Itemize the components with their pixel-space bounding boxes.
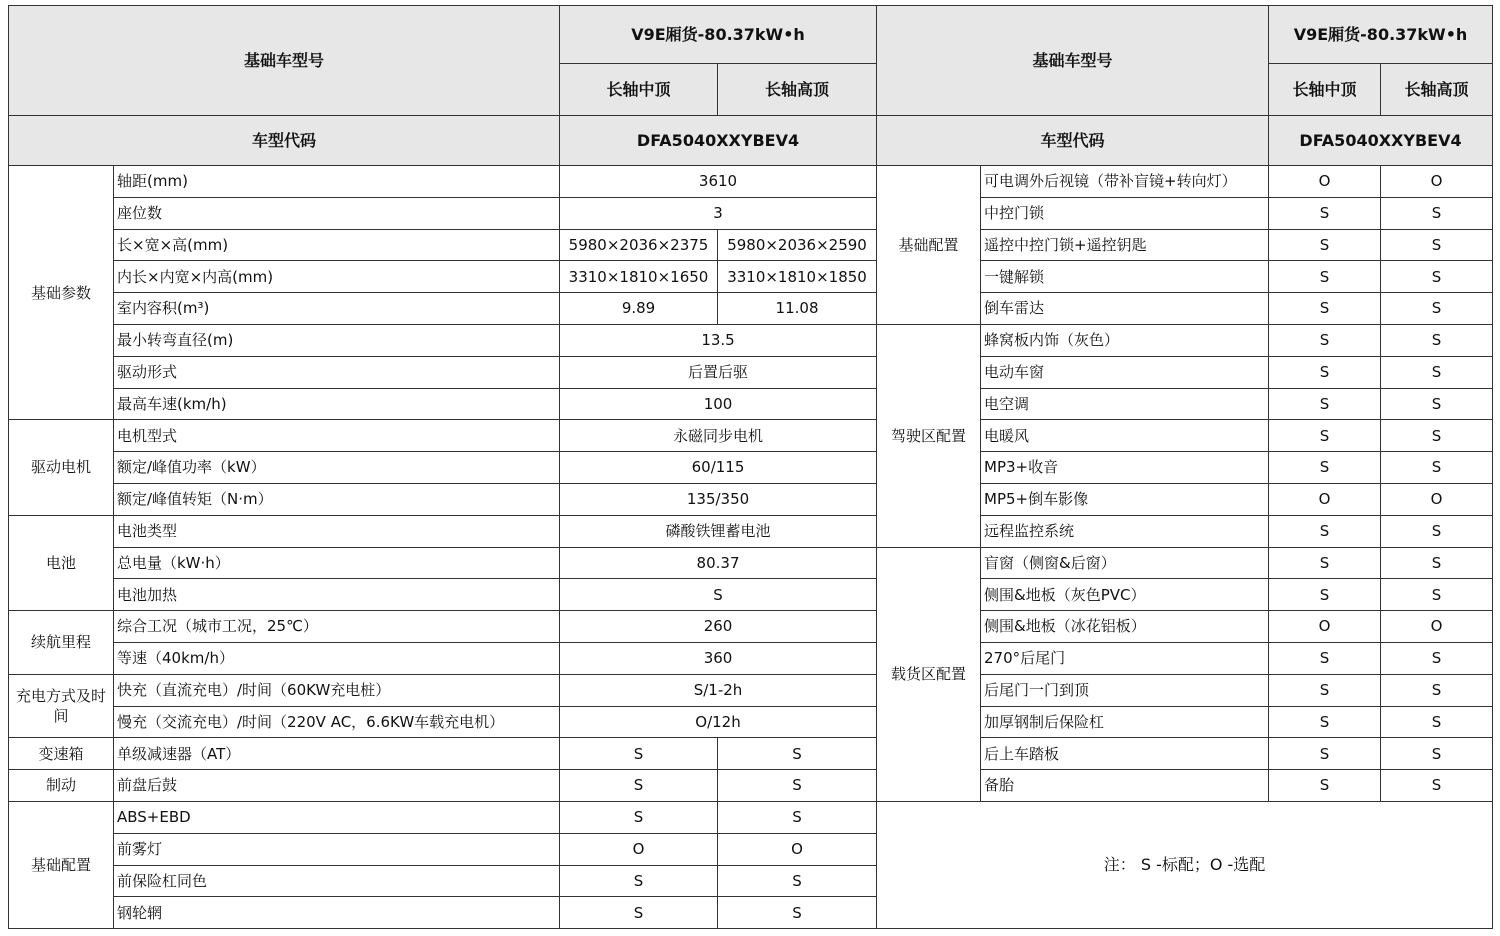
group-label: 基础参数	[9, 166, 114, 420]
spec-label: 最高车速(km/h)	[114, 388, 560, 420]
spec-value: 3	[560, 197, 877, 229]
spec-value-high-roof: S	[1381, 547, 1493, 579]
table-row	[9, 483, 877, 515]
spec-value-mid-roof: S	[1269, 293, 1381, 325]
table-row	[9, 611, 877, 643]
spec-value: 后置后驱	[560, 356, 877, 388]
header-model-code-label: 车型代码	[9, 116, 560, 166]
table-row	[9, 261, 877, 293]
spec-value-high-roof: S	[1381, 452, 1493, 484]
spec-value-mid-roof: S	[560, 801, 718, 833]
spec-value-high-roof: 3310×1810×1850	[718, 261, 877, 293]
spec-value: 永磁同步电机	[560, 420, 877, 452]
group-label: 驾驶区配置	[877, 324, 981, 547]
table-row	[9, 547, 877, 579]
spec-label: 遥控中控门锁+遥控钥匙	[981, 229, 1269, 261]
spec-value-mid-roof: O	[1269, 611, 1381, 643]
spec-value: 360	[560, 642, 877, 674]
table-row	[877, 324, 1493, 356]
spec-value: 80.37	[560, 547, 877, 579]
spec-value-high-roof: S	[718, 770, 877, 802]
spec-label: 电池类型	[114, 515, 560, 547]
spec-label: 电空调	[981, 388, 1269, 420]
spec-label: 内长×内宽×内高(mm)	[114, 261, 560, 293]
spec-value-high-roof: S	[1381, 515, 1493, 547]
spec-label: 额定/峰值功率（kW）	[114, 452, 560, 484]
spec-value-high-roof: S	[1381, 388, 1493, 420]
table-row	[9, 801, 877, 833]
table-row	[9, 166, 877, 198]
spec-label: 前保险杠同色	[114, 865, 560, 897]
spec-label: 快充（直流充电）/时间（60KW充电桩）	[114, 674, 560, 706]
spec-label: 后上车踏板	[981, 738, 1269, 770]
spec-table-right	[876, 5, 1493, 929]
spec-value-high-roof: O	[1381, 483, 1493, 515]
spec-value-mid-roof: S	[1269, 324, 1381, 356]
header-model-name: V9E厢货-80.37kW•h	[1269, 6, 1493, 64]
spec-value-high-roof: S	[718, 865, 877, 897]
header-base-model: 基础车型号	[9, 6, 560, 116]
spec-label: 蜂窝板内饰（灰色）	[981, 324, 1269, 356]
spec-label: 等速（40km/h）	[114, 642, 560, 674]
spec-label: 后尾门一门到顶	[981, 674, 1269, 706]
spec-value-mid-roof: 9.89	[560, 293, 718, 325]
spec-value-high-roof: S	[1381, 706, 1493, 738]
table-row	[877, 547, 1493, 579]
spec-label: 最小转弯直径(m)	[114, 324, 560, 356]
spec-value-high-roof: 11.08	[718, 293, 877, 325]
spec-value: 260	[560, 611, 877, 643]
table-row	[9, 738, 877, 770]
spec-value: S	[560, 579, 877, 611]
spec-value-high-roof: S	[718, 897, 877, 929]
table-row	[9, 293, 877, 325]
spec-value: 135/350	[560, 483, 877, 515]
spec-value-high-roof: S	[1381, 642, 1493, 674]
spec-value-high-roof: S	[1381, 738, 1493, 770]
spec-value-high-roof: S	[1381, 229, 1493, 261]
group-label: 制动	[9, 770, 114, 802]
table-row	[9, 452, 877, 484]
group-label: 电池	[9, 515, 114, 610]
spec-value: O/12h	[560, 706, 877, 738]
spec-value-high-roof: S	[1381, 674, 1493, 706]
spec-value-mid-roof: S	[1269, 388, 1381, 420]
spec-value: 100	[560, 388, 877, 420]
spec-value-high-roof: O	[718, 833, 877, 865]
spec-label: 盲窗（侧窗&后窗）	[981, 547, 1269, 579]
spec-value-high-roof: S	[718, 801, 877, 833]
note-row	[877, 801, 1493, 928]
spec-label: 电机型式	[114, 420, 560, 452]
spec-value-mid-roof: S	[1269, 420, 1381, 452]
spec-label: 前雾灯	[114, 833, 560, 865]
spec-label: 倒车雷达	[981, 293, 1269, 325]
table-row	[9, 833, 877, 865]
spec-label: MP5+倒车影像	[981, 483, 1269, 515]
spec-value: S/1-2h	[560, 674, 877, 706]
spec-label: 电暖风	[981, 420, 1269, 452]
spec-label: 座位数	[114, 197, 560, 229]
spec-label: MP3+收音	[981, 452, 1269, 484]
spec-value-mid-roof: O	[560, 833, 718, 865]
spec-value-mid-roof: S	[1269, 738, 1381, 770]
spec-label: ABS+EBD	[114, 801, 560, 833]
spec-value-mid-roof: S	[1269, 770, 1381, 802]
spec-value-high-roof: O	[1381, 166, 1493, 198]
spec-value: 磷酸铁锂蓄电池	[560, 515, 877, 547]
spec-label: 加厚钢制后保险杠	[981, 706, 1269, 738]
table-row	[9, 706, 877, 738]
table-row	[9, 897, 877, 929]
spec-value-mid-roof: S	[1269, 197, 1381, 229]
spec-value: 60/115	[560, 452, 877, 484]
spec-label: 轴距(mm)	[114, 166, 560, 198]
spec-value-mid-roof: S	[560, 897, 718, 929]
legend-note: 注： S -标配；O -选配	[877, 801, 1493, 928]
spec-value-mid-roof: S	[1269, 229, 1381, 261]
table-row	[9, 674, 877, 706]
table-row	[9, 229, 877, 261]
table-row	[9, 865, 877, 897]
spec-value: 13.5	[560, 324, 877, 356]
spec-table-left	[8, 5, 877, 929]
header-model-code: DFA5040XXYBEV4	[560, 116, 877, 166]
spec-label: 270°后尾门	[981, 642, 1269, 674]
spec-value-high-roof: S	[1381, 261, 1493, 293]
spec-label: 前盘后鼓	[114, 770, 560, 802]
table-row	[9, 770, 877, 802]
group-label: 基础配置	[877, 166, 981, 325]
spec-label: 可电调外后视镜（带补盲镜+转向灯）	[981, 166, 1269, 198]
spec-value-mid-roof: S	[1269, 452, 1381, 484]
spec-value-mid-roof: S	[560, 770, 718, 802]
spec-value-mid-roof: S	[1269, 706, 1381, 738]
header-col-high-roof: 长轴高顶	[1381, 64, 1493, 116]
group-label: 充电方式及时间	[9, 674, 114, 738]
spec-label: 慢充（交流充电）/时间（220V AC，6.6KW车载充电机）	[114, 706, 560, 738]
table-row	[9, 324, 877, 356]
header-col-high-roof: 长轴高顶	[718, 64, 877, 116]
spec-value-mid-roof: O	[1269, 483, 1381, 515]
spec-value-mid-roof: S	[560, 738, 718, 770]
group-label: 续航里程	[9, 611, 114, 675]
spec-value-mid-roof: S	[560, 865, 718, 897]
spec-value-high-roof: O	[1381, 611, 1493, 643]
header-col-mid-roof: 长轴中顶	[1269, 64, 1381, 116]
header-model-name: V9E厢货-80.37kW•h	[560, 6, 877, 64]
spec-label: 综合工况（城市工况，25℃）	[114, 611, 560, 643]
spec-label: 中控门锁	[981, 197, 1269, 229]
spec-value-mid-roof: O	[1269, 166, 1381, 198]
table-row	[9, 388, 877, 420]
spec-value-mid-roof: S	[1269, 579, 1381, 611]
spec-label: 备胎	[981, 770, 1269, 802]
table-row	[9, 579, 877, 611]
spec-value-mid-roof: 5980×2036×2375	[560, 229, 718, 261]
spec-value: 3610	[560, 166, 877, 198]
spec-value-high-roof: S	[1381, 579, 1493, 611]
spec-label: 钢轮辋	[114, 897, 560, 929]
header-base-model: 基础车型号	[877, 6, 1269, 116]
spec-value-high-roof: S	[1381, 420, 1493, 452]
header-model-code-label: 车型代码	[877, 116, 1269, 166]
spec-value-mid-roof: 3310×1810×1650	[560, 261, 718, 293]
group-label: 变速箱	[9, 738, 114, 770]
spec-label: 一键解锁	[981, 261, 1269, 293]
group-label: 载货区配置	[877, 547, 981, 801]
header-model-code: DFA5040XXYBEV4	[1269, 116, 1493, 166]
spec-value-mid-roof: S	[1269, 261, 1381, 293]
spec-label: 额定/峰值转矩（N·m）	[114, 483, 560, 515]
spec-value-high-roof: S	[1381, 197, 1493, 229]
spec-value-high-roof: S	[1381, 770, 1493, 802]
spec-label: 电动车窗	[981, 356, 1269, 388]
spec-label: 驱动形式	[114, 356, 560, 388]
spec-value-mid-roof: S	[1269, 674, 1381, 706]
header-col-mid-roof: 长轴中顶	[560, 64, 718, 116]
spec-value-mid-roof: S	[1269, 642, 1381, 674]
spec-label: 侧围&地板（冰花铝板）	[981, 611, 1269, 643]
table-row	[9, 642, 877, 674]
spec-label: 侧围&地板（灰色PVC）	[981, 579, 1269, 611]
table-row	[9, 515, 877, 547]
spec-value-high-roof: S	[1381, 324, 1493, 356]
spec-label: 电池加热	[114, 579, 560, 611]
spec-label: 单级减速器（AT）	[114, 738, 560, 770]
spec-value-mid-roof: S	[1269, 547, 1381, 579]
table-row	[9, 197, 877, 229]
group-label: 驱动电机	[9, 420, 114, 515]
spec-label: 室内容积(m³)	[114, 293, 560, 325]
table-row	[9, 356, 877, 388]
spec-label: 长×宽×高(mm)	[114, 229, 560, 261]
spec-value-mid-roof: S	[1269, 515, 1381, 547]
spec-value-high-roof: 5980×2036×2590	[718, 229, 877, 261]
table-row	[9, 420, 877, 452]
spec-value-mid-roof: S	[1269, 356, 1381, 388]
spec-label: 远程监控系统	[981, 515, 1269, 547]
spec-value-high-roof: S	[718, 738, 877, 770]
group-label: 基础配置	[9, 801, 114, 928]
spec-value-high-roof: S	[1381, 293, 1493, 325]
table-row	[877, 166, 1493, 198]
spec-value-high-roof: S	[1381, 356, 1493, 388]
spec-label: 总电量（kW·h）	[114, 547, 560, 579]
